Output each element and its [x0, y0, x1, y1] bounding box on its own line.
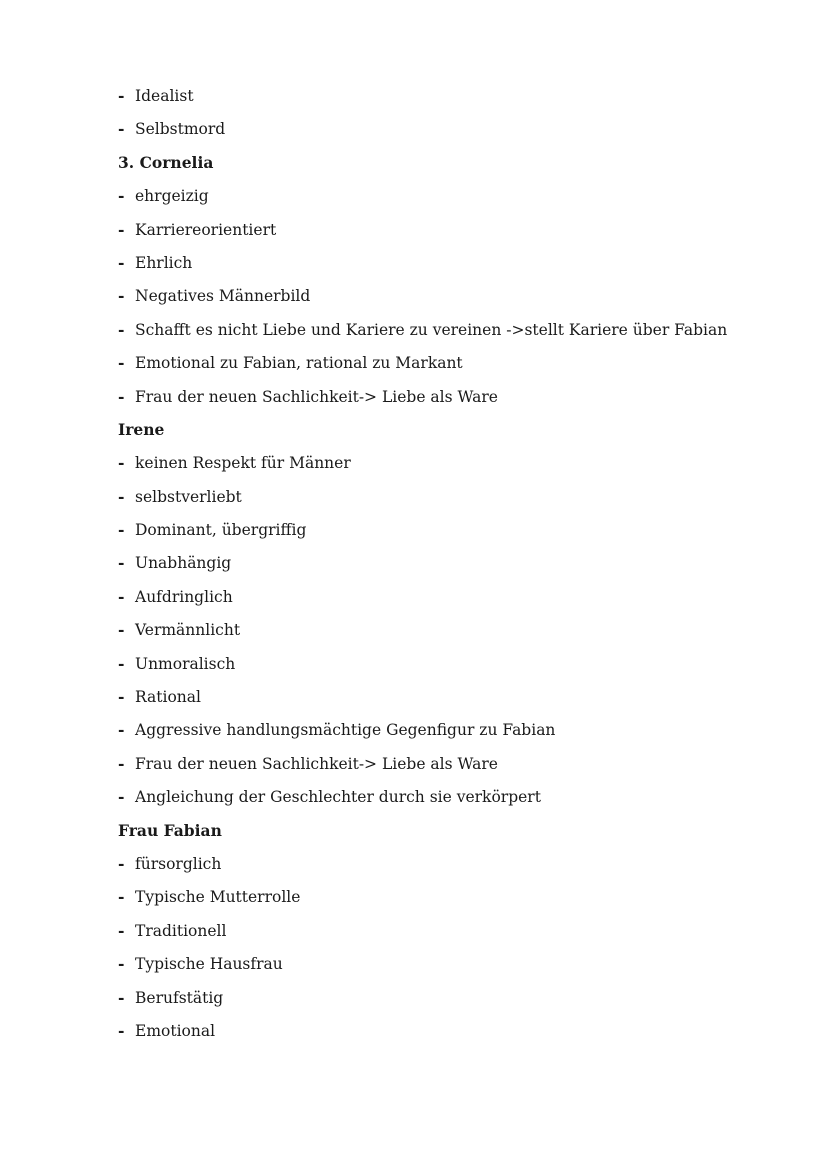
list-item: [118, 551, 798, 584]
list-bullet-dash: -: [118, 987, 125, 1007]
list-bullet-dash: -: [118, 1020, 125, 1040]
list-item: [118, 184, 798, 217]
list-item-text: Unmoralisch: [135, 654, 236, 673]
list-item: [118, 318, 798, 351]
list-item-text: Aggressive handlungsmächtige Gegenfigur zu Fabian: [135, 721, 556, 740]
list-item-text: Traditionell: [135, 921, 227, 940]
list-bullet-dash: -: [118, 853, 125, 873]
list-item-text: Frau der neuen Sachlichkeit-> Liebe als Ware: [135, 754, 498, 773]
list-item: [118, 117, 798, 150]
list-bullet-dash: -: [118, 286, 125, 306]
list-item: [118, 485, 798, 518]
list-item-text: Typische Mutterrolle: [135, 888, 301, 907]
list-item: [118, 351, 798, 384]
list-bullet-dash: -: [118, 486, 125, 506]
list-item: [118, 986, 798, 1019]
list-bullet-dash: -: [118, 386, 125, 406]
list-item-text: selbstverliebt: [135, 487, 242, 506]
list-item: [118, 919, 798, 952]
list-bullet-dash: -: [118, 720, 125, 740]
list-item-text: Idealist: [135, 87, 194, 105]
list-item: [118, 84, 798, 117]
list-item-text: Dominant, übergriffig: [135, 521, 307, 540]
list-item: [118, 1019, 798, 1052]
list-bullet-dash: -: [118, 653, 125, 673]
list-item: [118, 284, 798, 317]
list-item: [118, 618, 798, 651]
list-item: [118, 518, 798, 551]
list-bullet-dash: -: [118, 586, 125, 606]
list-bullet-dash: -: [118, 787, 125, 807]
list-bullet-dash: -: [118, 252, 125, 272]
list-bullet-dash: -: [118, 453, 125, 473]
section-heading: Irene: [118, 419, 165, 439]
list-item: [118, 251, 798, 284]
list-item: [118, 451, 798, 484]
list-item: [118, 385, 798, 418]
list-bullet-dash: -: [118, 319, 125, 339]
list-bullet-dash: -: [118, 954, 125, 974]
list-item-text: Unabhängig: [135, 554, 232, 573]
list-item-text: Frau der neuen Sachlichkeit-> Liebe als Ware: [135, 387, 498, 406]
list-item-text: Karriereorientiert: [135, 220, 277, 239]
list-item-text: keinen Respekt für Männer: [135, 454, 351, 473]
list-item-text: Ehrlich: [135, 253, 193, 272]
list-bullet-dash: -: [118, 86, 125, 105]
list-item-text: fürsorglich: [135, 854, 222, 873]
list-item: [118, 752, 798, 785]
list-bullet-dash: -: [118, 553, 125, 573]
section-heading: 3. Cornelia: [118, 152, 214, 172]
list-item-text: Schafft es nicht Liebe und Kariere zu vereinen ->stellt Kariere über Fabian: [135, 320, 728, 339]
list-bullet-dash: -: [118, 753, 125, 773]
list-item-text: ehrgeizig: [135, 187, 209, 206]
list-item: [118, 218, 798, 251]
list-item: [118, 585, 798, 618]
list-item-text: Selbstmord: [135, 120, 226, 139]
document-page: [118, 84, 798, 1052]
list-item-text: Aufdringlich: [135, 587, 233, 606]
list-bullet-dash: -: [118, 186, 125, 206]
list-bullet-dash: -: [118, 353, 125, 373]
list-item: [118, 885, 798, 918]
list-bullet-dash: -: [118, 219, 125, 239]
list-bullet-dash: -: [118, 620, 125, 640]
list-item: [118, 718, 798, 751]
list-item: [118, 685, 798, 718]
list-bullet-dash: -: [118, 887, 125, 907]
list-item: [118, 652, 798, 685]
list-item-text: Vermännlicht: [135, 621, 241, 640]
list-item: [118, 952, 798, 985]
list-item-text: Emotional zu Fabian, rational zu Markant: [135, 354, 463, 373]
list-item-text: Negatives Männerbild: [135, 287, 311, 306]
list-bullet-dash: -: [118, 520, 125, 540]
list-item-text: Emotional: [135, 1021, 216, 1040]
list-bullet-dash: -: [118, 687, 125, 707]
list-item: [118, 785, 798, 818]
list-item-text: Berufstätig: [135, 988, 224, 1007]
list-item-text: Angleichung der Geschlechter durch sie verkörpert: [135, 788, 541, 807]
list-item-text: Rational: [135, 688, 201, 707]
list-item: [118, 852, 798, 885]
list-bullet-dash: -: [118, 920, 125, 940]
list-bullet-dash: -: [118, 119, 125, 139]
list-item-text: Typische Hausfrau: [135, 955, 283, 974]
section-heading: Frau Fabian: [118, 820, 222, 840]
